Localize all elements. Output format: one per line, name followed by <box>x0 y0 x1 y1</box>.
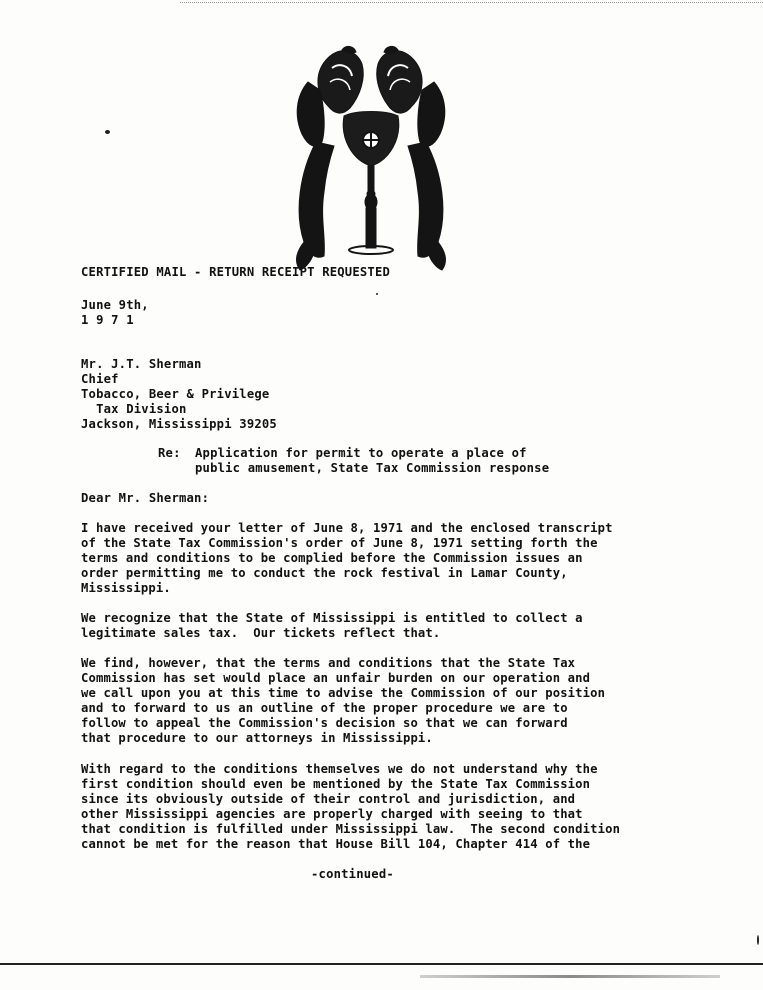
salutation: Dear Mr. Sherman: <box>81 491 210 505</box>
subject-line-2: public amusement, State Tax Commission response <box>195 461 550 475</box>
scan-speck <box>376 293 378 295</box>
eagle-crest-emblem-icon <box>286 42 466 274</box>
date-line-1: June 9th, <box>81 298 149 312</box>
recipient-division: Tax Division <box>81 402 187 416</box>
date-line-2: 1 9 7 1 <box>81 313 134 327</box>
top-dotted-edge <box>180 2 763 3</box>
body-paragraph-3: We find, however, that the terms and conditions that the State Tax Commission has set would place an unfair burden on our operation and we call upon you at this time to advise the Commission of our position and to forward to us an outline of the proper procedure we are to follow to appeal the Commission's decision so that we can forward that procedure to our attorneys in Mississippi. <box>81 656 606 745</box>
body-paragraph-4: With regard to the conditions themselves we do not understand why the first condition should even be mentioned by the State Tax Commission since its obviously outside of their control and jurisdiction, and other Mississippi agencies are properly charged with seeing to that that condition is fulfilled under Mississippi law. The second condition cannot be met for the reason that House Bill 104, Chapter 414 of the <box>81 762 621 851</box>
bottom-edge-line <box>0 963 763 965</box>
certified-mail-notice: CERTIFIED MAIL - RETURN RECEIPT REQUESTED <box>81 265 391 279</box>
recipient-title: Chief <box>81 372 119 386</box>
continued-marker: -continued- <box>311 867 394 881</box>
body-paragraph-1: I have received your letter of June 8, 1971 and the enclosed transcript of the State Tax Commission's order of June 8, 1971 setting forth the terms and conditions to be complied before the Commission issues an order permitting me to conduct the rock festival in Lamar County, Mississippi. <box>81 521 613 595</box>
scan-speck <box>105 130 110 134</box>
subject-line-1: Application for permit to operate a place of <box>195 446 527 460</box>
recipient-department: Tobacco, Beer & Privilege <box>81 387 270 401</box>
recipient-address: Jackson, Mississippi 39205 <box>81 417 277 431</box>
scan-speck <box>757 935 759 945</box>
bottom-smudge <box>420 975 720 978</box>
body-paragraph-2: We recognize that the State of Mississippi is entitled to collect a legitimate sales tax. Our tickets reflect that. <box>81 611 583 640</box>
recipient-name: Mr. J.T. Sherman <box>81 357 202 371</box>
re-label: Re: <box>158 446 181 460</box>
